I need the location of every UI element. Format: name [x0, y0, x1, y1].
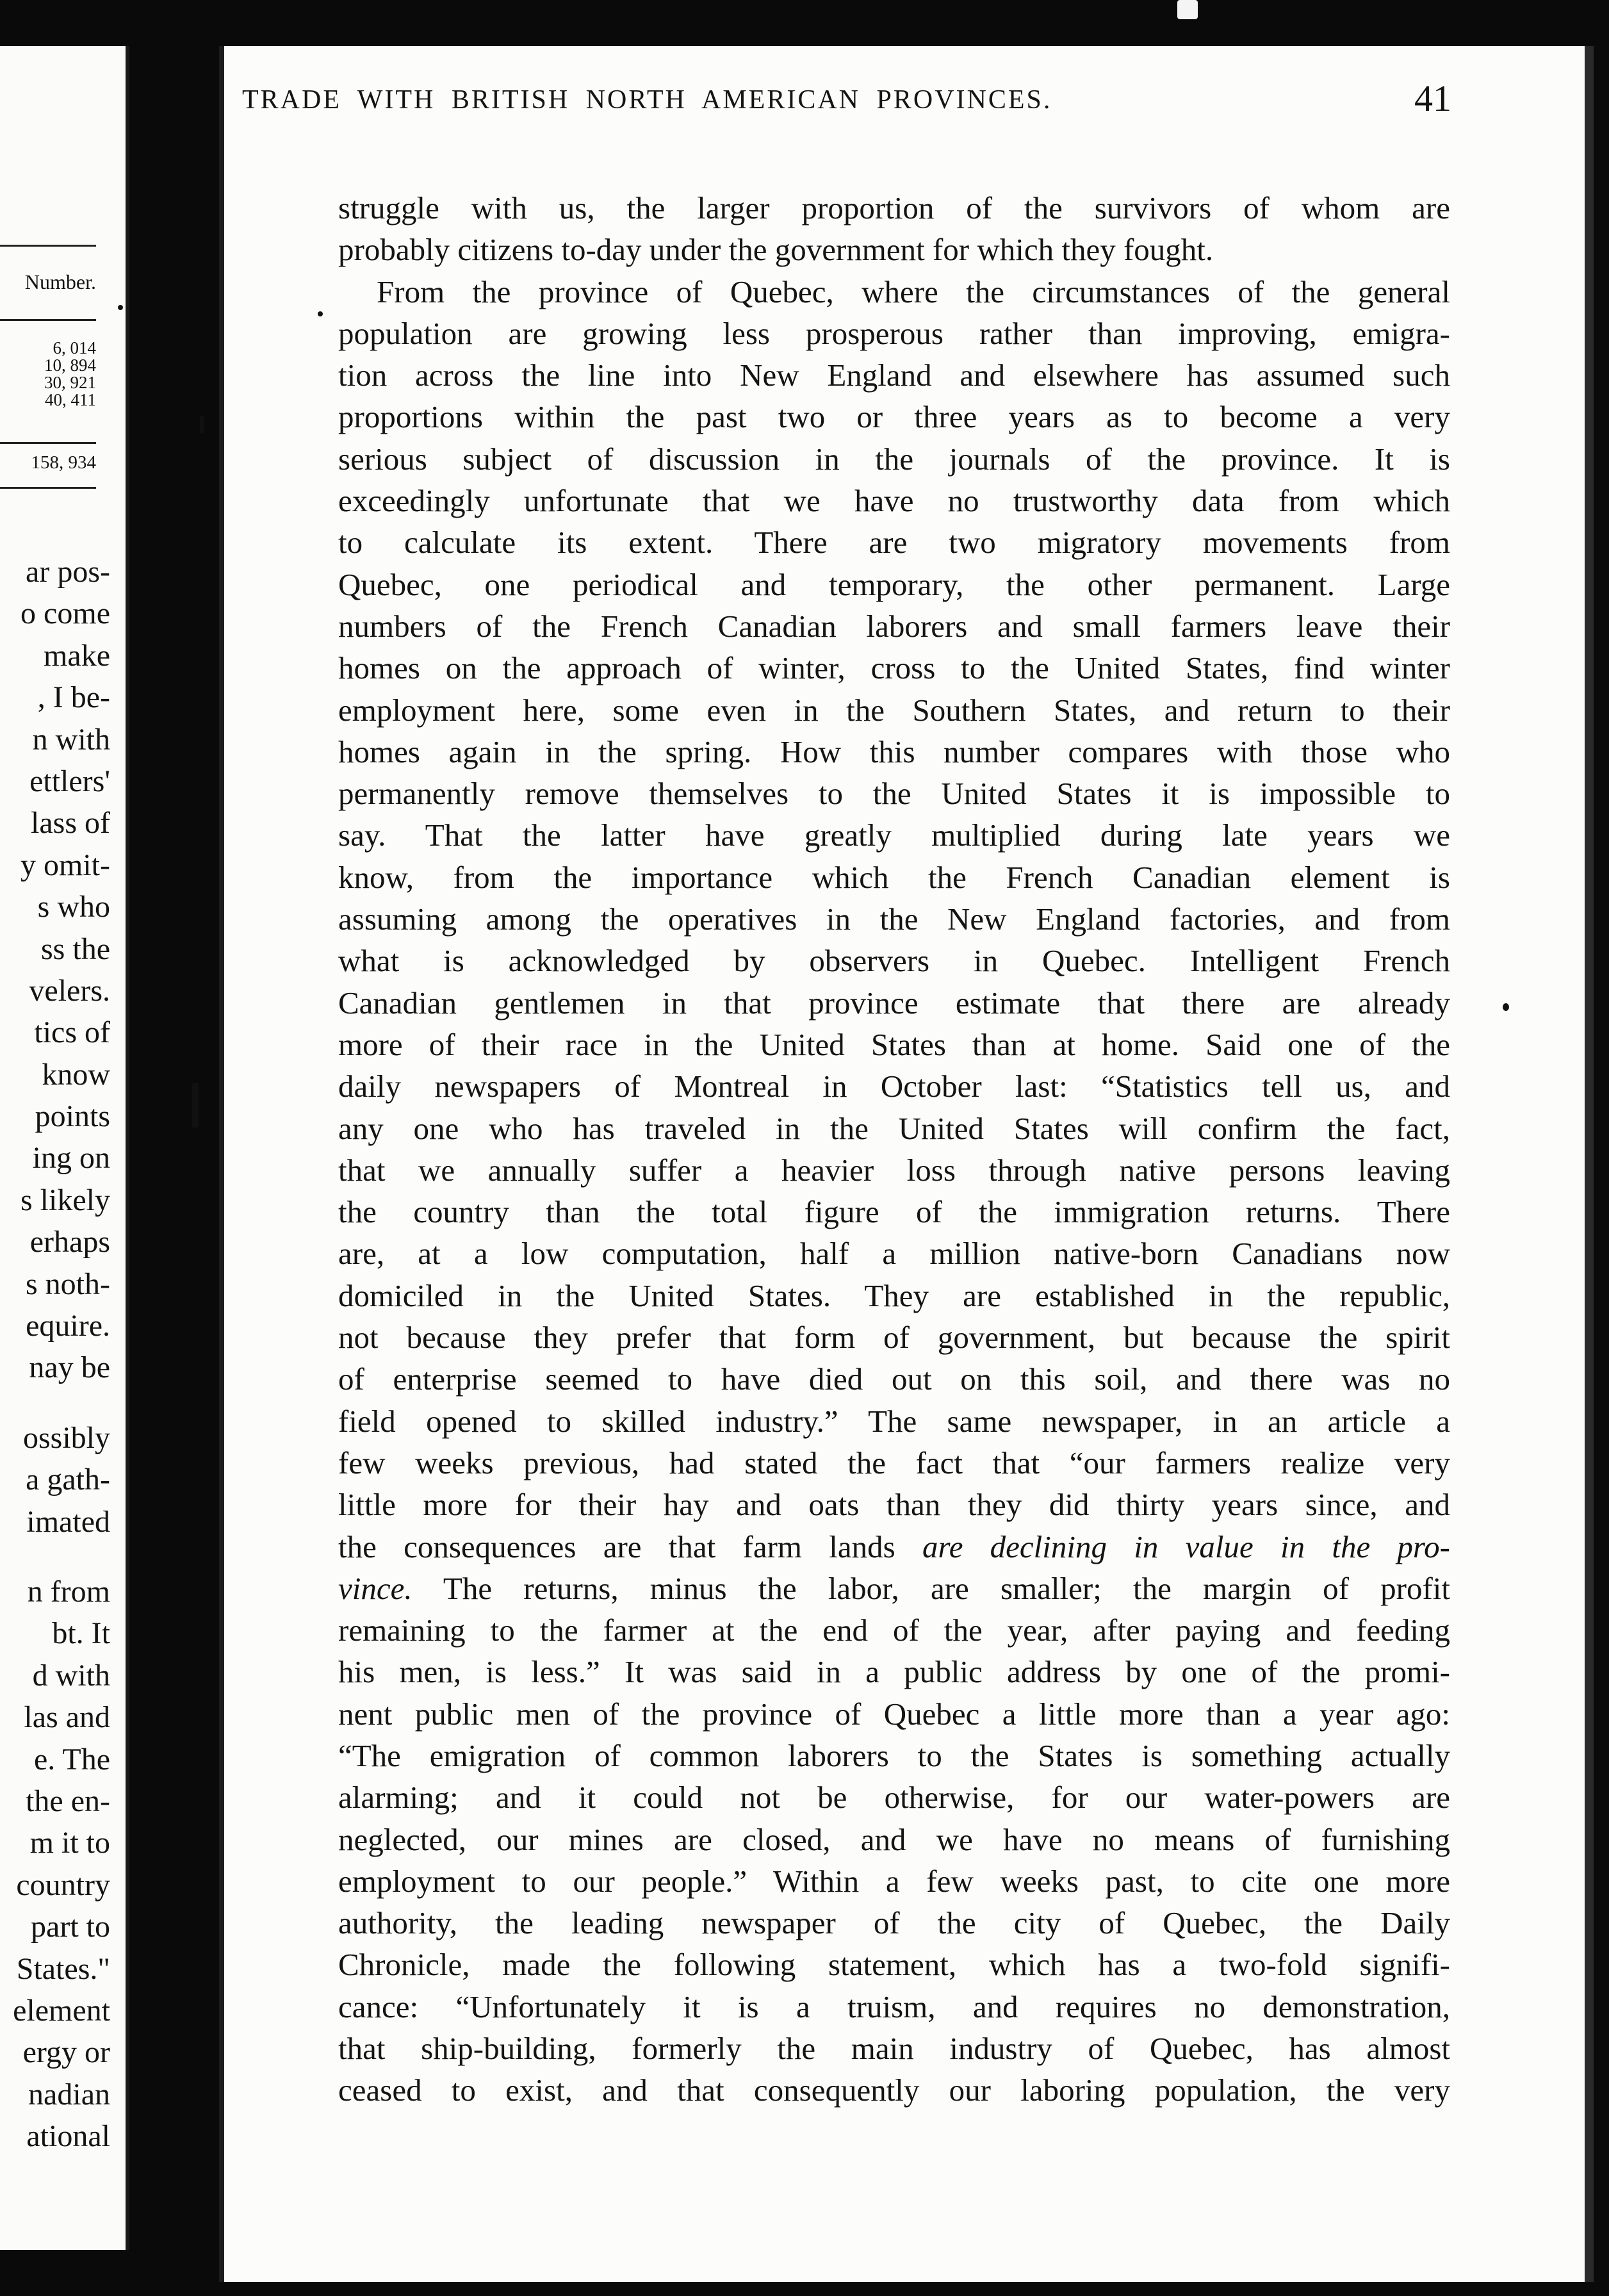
left-text-line: ing on	[32, 1141, 110, 1176]
italic-span: vince.	[338, 1570, 412, 1606]
left-text-line: d with	[32, 1658, 110, 1693]
text-line: neglected, our mines are closed, and we have no means of furnishing	[338, 1821, 1450, 1857]
text-line: tion across the line into New England and elsewhere has assumed such	[338, 357, 1450, 393]
text-line: employment here, some even in the Southern States, and return to their	[338, 692, 1450, 728]
left-text-line: velers.	[29, 973, 110, 1008]
text-line: are, at a low computation, half a million native-born Canadians now	[338, 1236, 1450, 1272]
left-text-line: make	[44, 638, 110, 673]
text-line: numbers of the French Canadian laborers and small farmers leave their	[338, 608, 1450, 644]
left-text-line: , I be-	[37, 680, 110, 715]
left-text-line: o come	[20, 596, 110, 631]
table-values	[44, 340, 96, 409]
left-text-line: ational	[26, 2119, 110, 2154]
text-line: his men, is less.” It was said in a public address by one of the promi-	[338, 1654, 1450, 1690]
text-line: nent public men of the province of Quebec a little more than a year ago:	[338, 1696, 1450, 1732]
text-line: probably citizens to-day under the government for which they fought.	[338, 232, 1214, 268]
table-rule-bottom	[0, 487, 96, 489]
left-text-line: element	[13, 1993, 110, 2028]
text-line: to calculate its extent. There are two migratory movements from	[338, 525, 1450, 561]
paragraph-gap	[0, 1543, 110, 1571]
binding-mark	[192, 1083, 199, 1128]
binding-mark	[200, 416, 204, 433]
paragraph-gap	[0, 1389, 110, 1417]
text-line: struggle with us, the larger proportion of the survivors of whom are	[338, 190, 1450, 226]
text-line: alarming; and it could not be otherwise, for our water-powers are	[338, 1780, 1450, 1816]
text-line: authority, the leading newspaper of the city of Quebec, the Daily	[338, 1905, 1450, 1941]
text-line	[338, 1526, 1450, 1568]
left-text-line: ettlers'	[29, 764, 110, 798]
left-text-line: bt. It	[52, 1616, 110, 1651]
text-line: few weeks previous, had stated the fact that “our farmers realize very	[338, 1445, 1450, 1480]
table-rule-total	[0, 442, 96, 444]
table-value: 40, 411	[45, 390, 96, 409]
table-column-header: Number.	[24, 270, 96, 293]
left-text-line: tics of	[34, 1015, 110, 1050]
text-line: field opened to skilled industry.” The same newspaper, in an article a	[338, 1403, 1450, 1439]
text-span: the consequences are that farm lands	[338, 1529, 895, 1564]
left-page-text	[0, 551, 110, 2157]
text-line: that ship-building, formerly the main industry of Quebec, has almost	[338, 2031, 1450, 2067]
left-text-line: s who	[37, 890, 110, 924]
scan-mark	[1177, 0, 1198, 19]
left-text-line: points	[35, 1099, 110, 1134]
left-text-line: s noth-	[26, 1267, 110, 1301]
text-line	[338, 1568, 1450, 1609]
left-text-line: nay be	[29, 1350, 110, 1385]
left-text-line: lass of	[31, 806, 110, 840]
text-line: exceedingly unfortunate that we have no trustworthy data from which	[338, 483, 1450, 519]
left-text-line: ss the	[41, 931, 110, 966]
left-text-line: country	[16, 1867, 110, 1902]
text-line: say. That the latter have greatly multiplied during late years we	[338, 817, 1450, 853]
text-line: Quebec, one periodical and temporary, the other permanent. Large	[338, 566, 1450, 602]
left-text-line: e. The	[33, 1742, 110, 1776]
text-line: know, from the importance which the French Canadian element is	[338, 859, 1450, 895]
left-text-line: ergy or	[22, 2035, 110, 2070]
italic-span: are declining in value in the pro-	[922, 1529, 1451, 1564]
left-text-line: y omit-	[20, 848, 110, 882]
left-text-line: erhaps	[29, 1225, 110, 1259]
text-line: population are growing less prosperous rather than improving, emigra-	[338, 315, 1450, 351]
left-text-line: the en-	[26, 1784, 110, 1818]
text-line: homes on the approach of winter, cross to the United States, find winter	[338, 650, 1450, 686]
left-text-line: know	[42, 1057, 110, 1092]
table-value: 6, 014	[53, 338, 96, 357]
text-line: From the province of Quebec, where the circumstances of the general	[377, 274, 1450, 309]
left-text-line: s likely	[20, 1183, 110, 1217]
text-line: proportions within the past two or three years as to become a very	[338, 399, 1450, 435]
left-text-line: part to	[31, 1910, 110, 1944]
text-line: not because they prefer that form of government, but because the spirit	[338, 1320, 1450, 1356]
text-line: homes again in the spring. How this number compares with those who	[338, 734, 1450, 769]
left-text-line: ossibly	[22, 1420, 110, 1455]
print-speck	[1503, 1003, 1509, 1011]
text-line: cance: “Unfortunately it is a truism, and requires no demonstration,	[338, 1988, 1450, 2024]
left-text-line: a gath-	[26, 1463, 110, 1497]
text-line: the country than the total figure of the immigration returns. There	[338, 1194, 1450, 1230]
text-line: employment to our people.” Within a few weeks past, to cite one more	[338, 1863, 1450, 1899]
text-line: what is acknowledged by observers in Quebec. Intelligent French	[338, 943, 1450, 979]
table-rule-header	[0, 319, 96, 321]
table-rule-top	[0, 245, 96, 247]
left-text-line: n from	[27, 1574, 110, 1609]
text-line: assuming among the operatives in the New England factories, and from	[338, 901, 1450, 937]
text-line: more of their race in the United States than at home. Said one of the	[338, 1026, 1450, 1062]
text-line: domiciled in the United States. They are established in the republic,	[338, 1277, 1450, 1313]
page-number: 41	[1414, 78, 1451, 119]
left-text-line: m it to	[29, 1826, 110, 1860]
left-text-line: imated	[26, 1504, 110, 1539]
body-text	[338, 187, 1450, 2112]
text-line: serious subject of discussion in the journals of the province. It is	[338, 441, 1450, 477]
table-value: 10, 894	[44, 356, 96, 375]
text-line: of enterprise seemed to have died out on this soil, and there was no	[338, 1361, 1450, 1397]
table-value: 30, 921	[44, 373, 96, 392]
left-text-line: las and	[24, 1700, 110, 1735]
left-text-line: n with	[32, 722, 110, 757]
text-line: Chronicle, made the following statement, which has a two-fold signifi-	[338, 1947, 1450, 1983]
text-line: “The emigration of common laborers to the States is something actually	[338, 1737, 1450, 1773]
text-line: little more for their hay and oats than they did thirty years since, and	[338, 1487, 1450, 1523]
text-line: ceased to exist, and that consequently our laboring population, the very	[338, 2072, 1450, 2108]
text-line: any one who has traveled in the United States will confirm the fact,	[338, 1110, 1450, 1146]
text-line: remaining to the farmer at the end of the year, after paying and feeding	[338, 1612, 1450, 1648]
text-line: that we annually suffer a heavier loss through native persons leaving	[338, 1152, 1450, 1188]
left-page	[0, 46, 129, 2250]
text-line: permanently remove themselves to the United States it is impossible to	[338, 776, 1450, 812]
text-span: The returns, minus the labor, are smaller; the margin of profit	[443, 1570, 1450, 1606]
left-text-line: equire.	[26, 1309, 110, 1343]
table-total: 158, 934	[31, 452, 96, 473]
text-line: daily newspapers of Montreal in October last: “Statistics tell us, and	[338, 1069, 1450, 1104]
left-text-line: nadian	[28, 2077, 110, 2112]
print-speck	[318, 311, 323, 316]
text-line: Canadian gentlemen in that province estimate that there are already	[338, 985, 1450, 1021]
print-speck	[118, 305, 123, 310]
left-text-line: States."	[16, 1951, 110, 1986]
left-text-line: ar pos-	[26, 555, 110, 589]
running-head: TRADE WITH BRITISH NORTH AMERICAN PROVINCES.	[242, 85, 1052, 115]
